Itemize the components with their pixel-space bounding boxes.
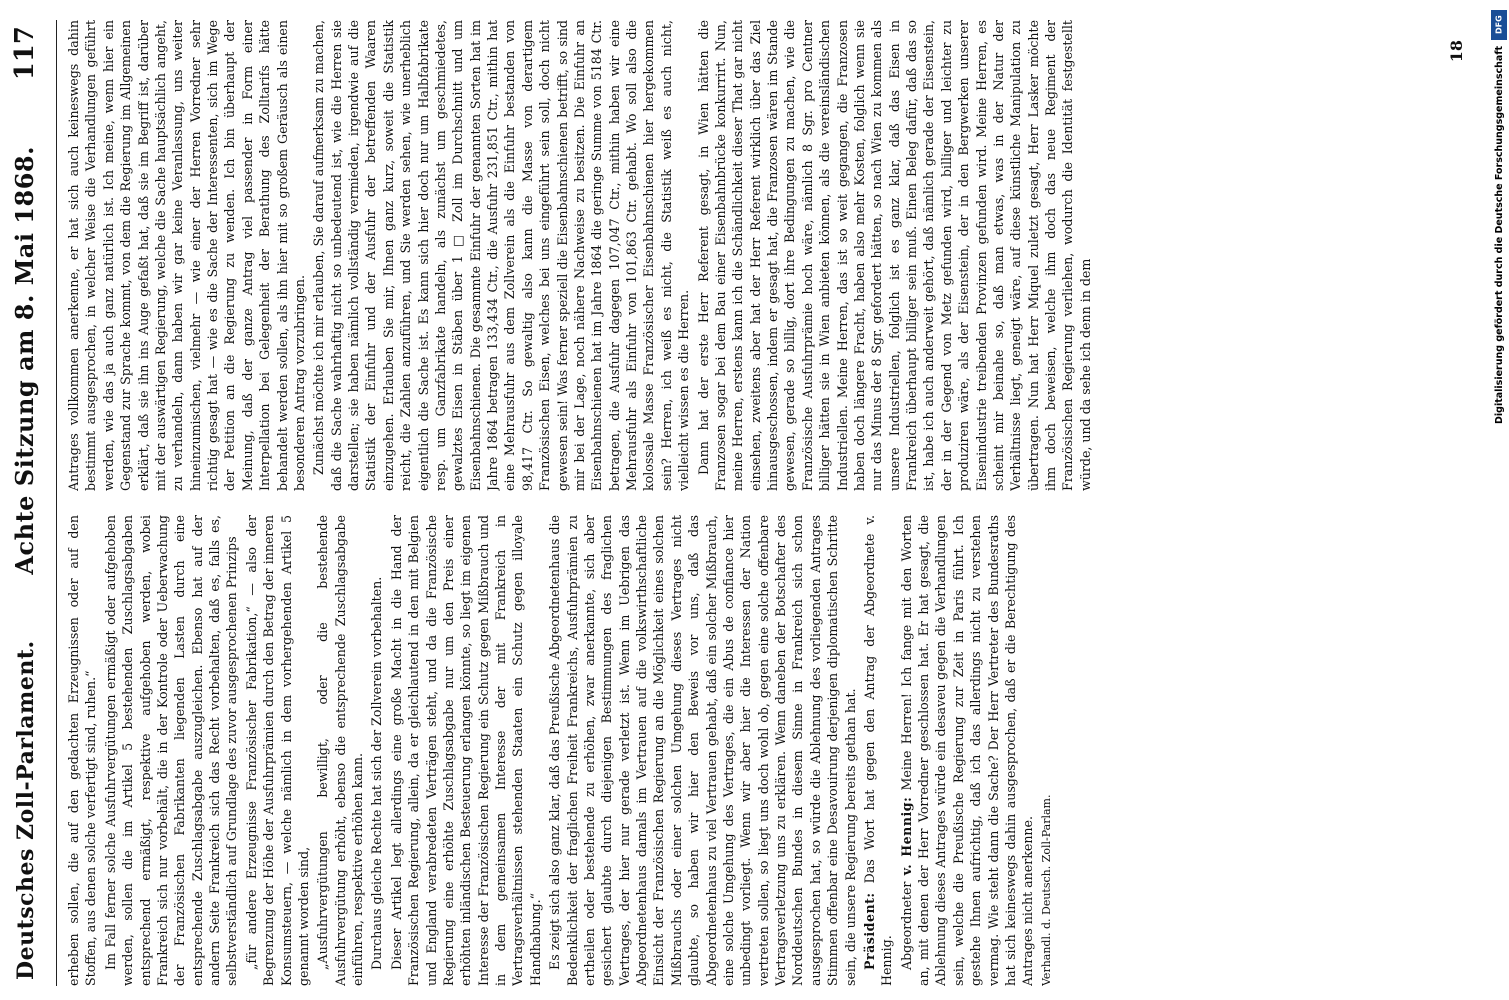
paragraph: Durchaus gleiche Rechte hat sich der Zollverein vorbehalten.	[369, 576, 385, 970]
digitization-note: Digitalisierung gefördert durch die Deutsche Forschungsgemeinschaft	[1493, 46, 1505, 424]
statement-text: Das Wort hat gegen den Antrag der Abgeordnete v. Hennig.	[861, 515, 895, 986]
quoted-paragraph: „Ausfuhrvergütungen bewilligt, oder die bestehende Ausfuhrvergütung erhöht, ebenso die entsprechende Zuschlagsabgabe einführen, respektive erhöhen kann.	[315, 515, 365, 986]
speaker-role: Abgeordneter	[898, 881, 914, 970]
left-column	[65, 515, 1445, 986]
quoted-paragraph: „für andere Erzeugnisse Französischer Fabrikation,“ — also der Begrenzung der Höhe der Ausfuhrprämien durch den Betrag der inneren Konsumsteuern, — welche nämlich in dem vorhergehenden Artikel 5 genannt worden sind,	[243, 515, 311, 986]
speech-text: Meine Herren! Ich fange mit den Worten an, mit denen der Herr Vorredner geschlossen hat. Er hat gesagt, die Ablehnung dieses Antrages würde ein desaveu gegen die Verhandlungen sein, welche die Preußische Regierung zur Zeit in Paris führt. Ich gestehe Ihnen aufrichtig, daß ich das allerdings nicht zu verstehen vermag. Wie steht dann die Sache? Der Herr Vertreter des Bundesraths hat sich keineswegs dahin ausgesprochen, daß er die Berechtigung des Antrages nicht anerkenne.	[898, 515, 1036, 986]
dfg-logo-icon: DFG	[1491, 10, 1507, 40]
signature-mark: 18	[1447, 40, 1466, 63]
dfg-strip	[1491, 10, 1507, 990]
speech-paragraph	[898, 515, 1037, 986]
page-header	[10, 20, 57, 986]
journal-title: Deutsches Zoll-Parlament.	[13, 640, 39, 980]
right-column	[65, 20, 1445, 491]
paragraph: Im Fall ferner solche Ausfuhrvergütungen ermäßigt oder aufgehoben werden, sollen die im Artikel 5 bestehenden Zuschlagsabgaben entsprechend ermäßigt, respektive aufgehoben werden, wobei Frankreich sich nur vorbehält, die in der Kontrole oder Ueberwachung der Französischen Fabrikanten liegenden Lasten durch eine entsprechende Zuschlagsabgabe auszugleichen. Ebenso hat auf der andern Seite Frankreich sich das Recht vorbehalten, daß es, falls es, selbstverständlich auf Grundlage des zuvor ausgesprochenen Prinzips	[102, 515, 240, 986]
paragraph: erheben sollen, die auf den gedachten Erzeugnissen oder auf den Stoffen, aus denen solche verfertigt sind, ruhen.“	[66, 515, 99, 986]
page-number: 117	[10, 26, 40, 81]
paragraph: Dieser Artikel legt allerdings eine große Macht in die Hand der Französischen Regierung, allein, da er gleichlautend in den mit Belgien und England verabredeten Verträgen steht, und da die Französische Regierung eine erhöhte Zuschlagsabgabe nur um den Preis einer erhöhten inländischen Besteuerung erlangen könnte, so liegt im eigenen Interesse der Französischen Regierung ein Schutz gegen Mißbrauch und in dem gemeinsamen Interesse der mit Frankreich in Vertragsverhältnissen stehenden Staaten ein Schutz gegen illoyale Handhabung.“	[388, 515, 543, 986]
paragraph: Dann hat der erste Herr Referent gesagt, in Wien hätten die Franzosen sogar bei dem Bau einer Eisenbahnbrücke konkurrirt. Nun, meine Herren, erstens kann ich die Schändlichkeit dieser That gar nicht einsehen, zweitens aber hat der Herr Referent wirklich über das Ziel hinausgeschossen, indem er gesagt hat, die Franzosen wären im Stande gewesen, gerade so billig, dort ihre Bedingungen zu machen, wie die Französische Ausfuhrprämie hoch wäre, nämlich 8 Sgr. pro Centner billiger hätten sie in Wien anbieten können, als die vereinsländischen Industriellen. Meine Herren, das ist so weit gegangen, die Franzosen haben doch längere Fracht, haben also mehr Kosten, folglich wenn sie nur das Minus der 8 Sgr. gefordert hätten, so nach Wien zu kommen als unsere Industriellen, folglich ist es ganz klar, daß das Eisen in Frankreich überhaupt billiger sein muß. Einen Beleg dafür, daß das so ist, habe ich auch anderweit gehört, daß nämlich gerade der Eisenstein, der in der Gegend von Metz gefunden wird, billiger und leichter zu produziren wäre, als der Eisenstein, der in den Bergwerken unserer Eisenindustrie treibenden Provinzen gefunden wird. Meine Herren, es scheint mir beinahe so, daß man etwas, was in der Natur der Verhältnisse liegt, geneigt wäre, auf diese künstliche Manipulation zu übertragen. Nun hat Herr Miquel zuletzt gesagt, Herr Lasker möchte ihm doch beweisen, welche ihm doch das neue Regiment der Französischen Regierung verliehen, wodurch die Identität festgestellt würde, und da sehe ich denn in dem	[695, 20, 1093, 491]
speaker-name: v. Hennig:	[898, 796, 914, 876]
paragraph: Zunächst möchte ich mir erlauben, Sie darauf aufmerksam zu machen, daß die Sache wahrhaftig nicht so unbedeutend ist, wie die Herren sie darstellen; sie haben nämlich vollständig vermieden, irgendwie auf die Statistik der Einfuhr und der Ausfuhr der betreffenden Waaren einzugehen. Erlauben Sie mir, Ihnen ganz kurz, soweit die Statistik reicht, die Zahlen anzuführen, und Sie werden sehen, wie unerheblich eigentlich die Sache ist. Es kann sich hier doch nur um Halbfabrikate resp. um Ganzfabrikate handeln, als zunächst um geschmiedetes, gewalztes Eisen in Stäben über 1 □ Zoll im Durchschnitt und um Eisenbahnschienen. Die gesammte Einfuhr der genannten Sorten hat im Jahre 1864 betragen 133,434 Ctr., die Ausfuhr 231,851 Ctr., mithin hat eine Mehrausfuhr aus dem Zollverein als die Einfuhr bestanden von 98,417 Ctr. So gewaltig also kann die Masse von derartigem Französischen Eisen, welches bei uns eingeführt sein soll, doch nicht gewesen sein! Was ferner speziell die Eisenbahnschienen betrifft, so sind mir bei der Lage, noch nähere Nachweise zu besitzen. Die Einfuhr an Eisenbahnschienen hat im Jahre 1864 die geringe Summe von 5184 Ctr. betragen, die Ausfuhr dagegen 107,047 Ctr., mithin haben wir eine Mehrausfuhr als Einfuhr von 101,863 Ctr. gehabt. Wo soll also die kolossale Masse Französischer Eisenbahnschienen hier hergekommen sein? Herren, ich weiß es nicht, die Statistik weiß es auch nicht, vielleicht wissen es die Herren.	[311, 20, 692, 491]
speaker-label: Präsident:	[861, 892, 877, 970]
paragraph: Es zeigt sich also ganz klar, daß das Preußische Abgeordnetenhaus die Bedenklichkeit der fraglichen Freiheit Frankreichs, Ausfuhrprämien zu ertheilen oder bestehende zu erhöhen, zwar anerkannte, sich aber gesichert glaubte durch diejenigen Bestimmungen des fraglichen Vertrages, der hier nur gerade verletzt ist. Wenn im Uebrigen das Abgeordnetenhaus damals im Vertrauen auf die volkswirthschaftliche Einsicht der Französischen Regierung an die Möglichkeit eines solchen Mißbrauchs oder einer solchen Umgehung dieses Vertrages nicht glaubte, so haben wir hier den Beweis vor uns, daß das Abgeordnetenhaus zu viel Vertrauen gehabt, daß ein solcher Mißbrauch, eine solche Umgehung des Vertrages, die ein Abus de confiance hier unbedingt vorliegt. Wenn wir aber hier die Interessen der Nation vertreten sollen, so liegt uns doch wohl ob, gegen eine solche offenbare Vertragsverletzung uns zu erklären. Wenn daneben der Botschafter des Norddeutschen Bundes in diesem Sinne in Frankreich sich schon ausgesprochen hat, so würde die Ablehnung des vorliegenden Antrages Stimmen offenbar eine Desavouirung derjenigen diplomatischen Schritte sein, die unsere Regierung bereits gethan hat.	[547, 515, 858, 986]
paragraph: Antrages vollkommen anerkenne, er hat sich auch keineswegs dahin bestimmt ausgesprochen, in welcher Weise die Verhandlungen geführt werden, wie das ja auch ganz natürlich ist. Ich meine, wenn hier ein Gegenstand zur Sprache kommt, von dem die Regierung im Allgemeinen erklärt, daß sie ihn ins Auge gefaßt hat, daß sie im Begriff ist, darüber mit der auswärtigen Regierung, welche die Sache hauptsächlich angeht, zu verhandeln, dann haben wir gar keine Veranlassung, uns weiter hineinzumischen, vielmehr — wie einer der Herren Vorredner sehr richtig gesagt hat — wie es die Sache der Interessenten, sich im Wege der Petition an die Regierung zu wenden. Ich bin überhaupt der Meinung, daß der ganze Antrag viel passender in Form einer Interpellation bei Gelegenheit der Berathung des Zolltarifs hätte behandelt werden sollen, als ihn hier mit so großem Geräusch als einen besonderen Antrag vorzubringen.	[66, 20, 307, 491]
president-statement	[861, 515, 896, 986]
session-title: Achte Sitzung am 8. Mai 1868.	[10, 146, 39, 575]
attribution-line: Verhandl. d. Deutsch. Zoll-Parlam.	[1039, 794, 1053, 986]
text-columns	[65, 20, 1445, 986]
